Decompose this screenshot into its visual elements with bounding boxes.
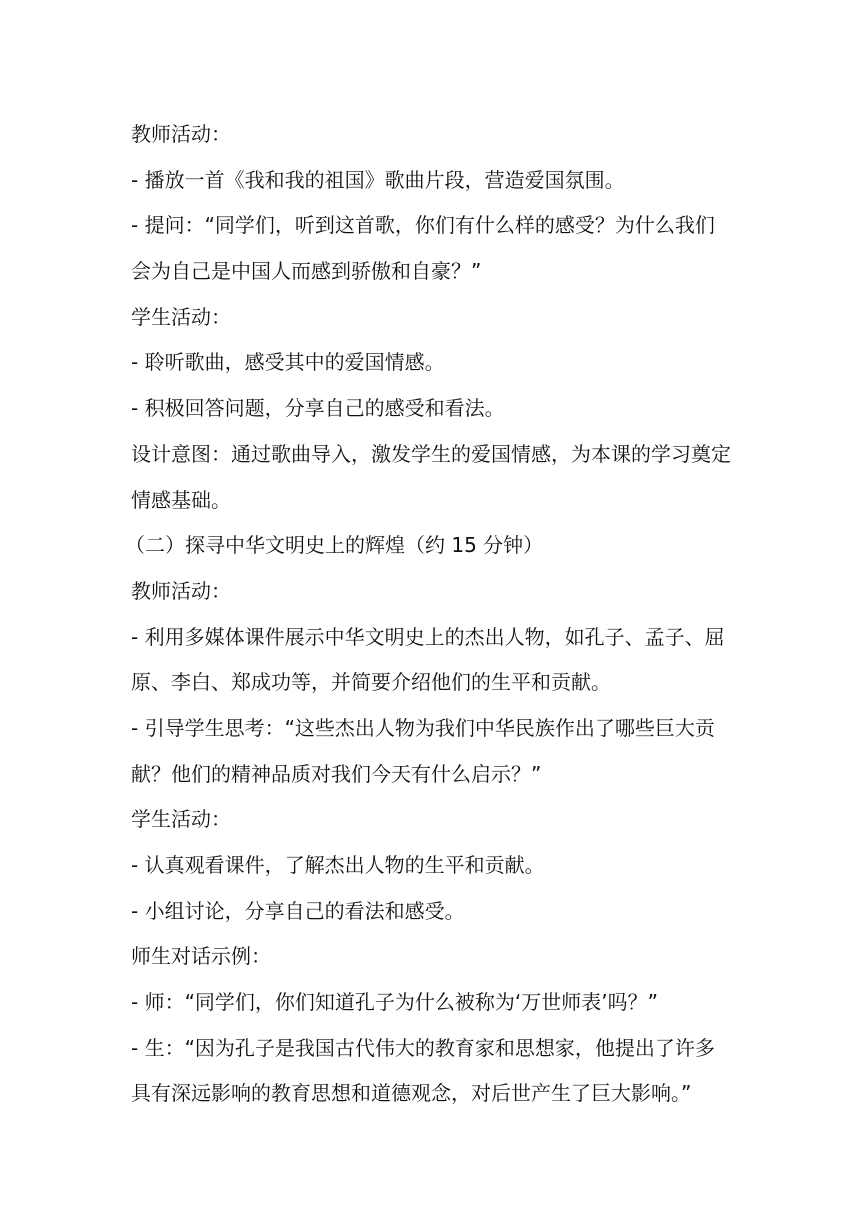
dialogue-line-continuation: 具有深远影响的教育思想和道德观念，对后世产生了巨大影响。” (131, 1081, 692, 1106)
section-heading: （二）探寻中华文明史上的辉煌（约 15 分钟） (125, 533, 544, 558)
list-item: - 认真观看课件，了解杰出人物的生平和贡献。 (131, 853, 545, 877)
list-item: - 积极回答问题，分享自己的感受和看法。 (131, 396, 505, 421)
list-item-continuation: 原、李白、郑成功等，并简要介绍他们的生平和贡献。 (131, 670, 611, 695)
design-intent-continuation: 情感基础。 (131, 487, 231, 512)
section-label-student-activity: 学生活动： (131, 304, 231, 329)
list-item: - 提问：“同学们，听到这首歌，你们有什么样的感受？为什么我们 (131, 213, 715, 238)
dialogue-line: - 师：“同学们，你们知道孔子为什么被称为‘万世师表’吗？” (131, 990, 659, 1015)
section-label-teacher-activity: 教师活动： (131, 578, 231, 603)
section-label-student-activity: 学生活动： (131, 807, 231, 832)
list-item: - 小组讨论，分享自己的看法和感受。 (131, 898, 465, 923)
document-body (125, 112, 737, 1117)
design-intent-paragraph: 设计意图：通过歌曲导入，激发学生的爱国情感，为本课的学习奠定 (131, 441, 731, 466)
list-item: - 利用多媒体课件展示中华文明史上的杰出人物，如孔子、孟子、屈 (131, 624, 725, 649)
list-item: - 引导学生思考：“这些杰出人物为我们中华民族作出了哪些巨大贡 (131, 715, 715, 740)
list-item-continuation: 会为自己是中国人而感到骄傲和自豪？” (131, 259, 482, 284)
section-label-teacher-activity: 教师活动： (131, 122, 231, 146)
section-label-dialogue-example: 师生对话示例： (131, 944, 271, 969)
list-item: - 聆听歌曲，感受其中的爱国情感。 (131, 350, 445, 375)
list-item: - 播放一首《我和我的祖国》歌曲片段，营造爱国氛围。 (131, 167, 625, 192)
list-item-continuation: 献？他们的精神品质对我们今天有什么启示？” (131, 761, 542, 786)
dialogue-line: - 生：“因为孔子是我国古代伟大的教育家和思想家，他提出了许多 (131, 1035, 715, 1060)
